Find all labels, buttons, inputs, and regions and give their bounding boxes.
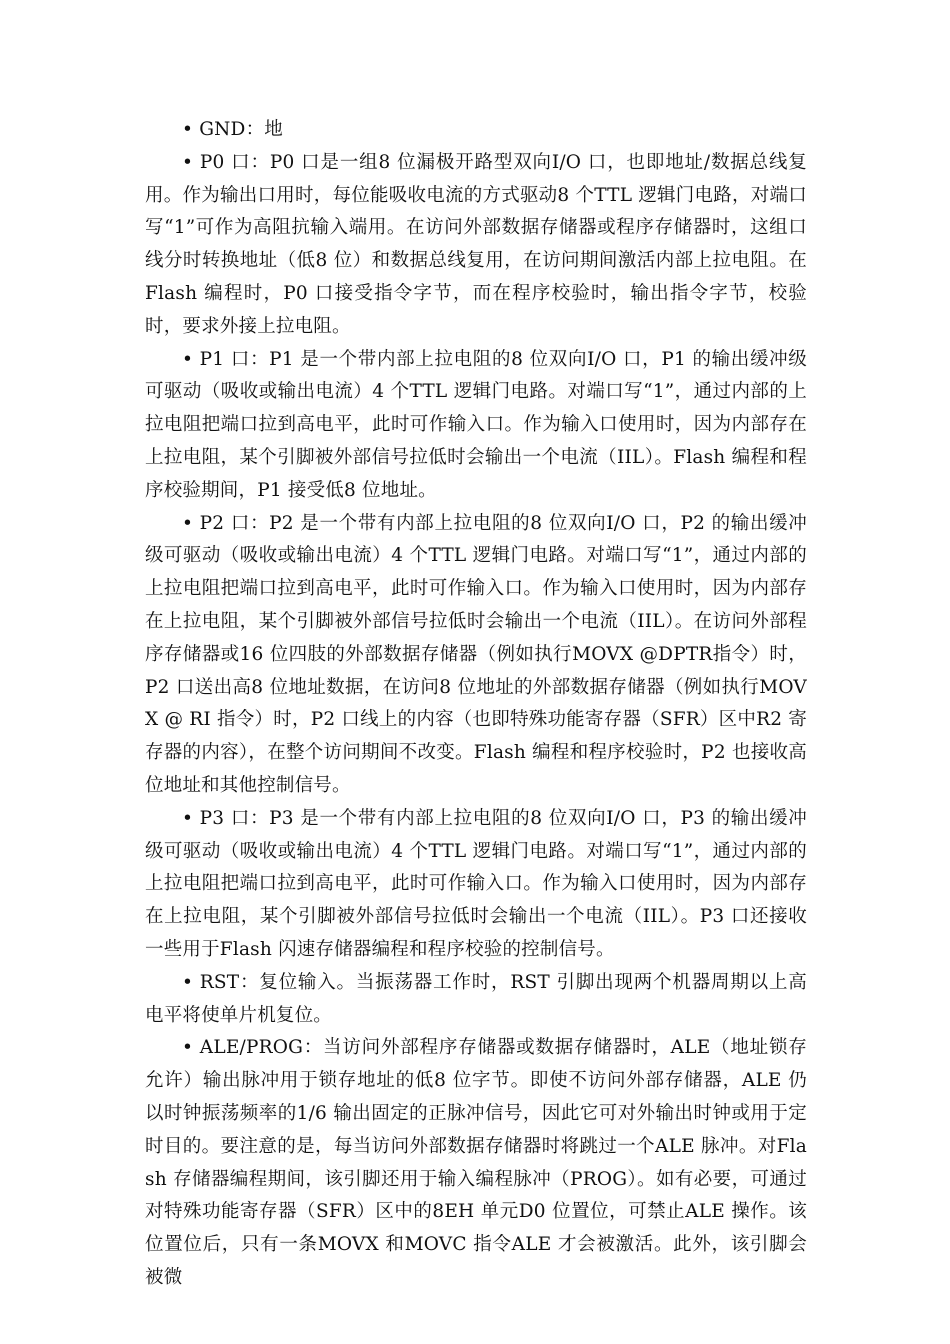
paragraph-p0-port: • P0 口：P0 口是一组8 位漏极开路型双向I/O 口，也即地址/数据总线复用。作为输出口用时，每位能吸收电流的方式驱动8 个TTL 逻辑门电路，对端口写“1”可作为高阻抗输入端用。在访问外部数据存储器或程序存储器时，这组口线分时转换地址（低8 位）和数据总线复用，在访问期间激活内部上拉电阻。在Flash 编程时，P0 口接受指令字节，而在程序校验时，输出指令字节，校验时，要求外接上拉电阻。	[145, 151, 807, 337]
paragraph-ale-prog: • ALE/PROG：当访问外部程序存储器或数据存储器时，ALE（地址锁存允许）输出脉冲用于锁存地址的低8 位字节。即使不访问外部存储器，ALE 仍以时钟振荡频率的1/6 输出固定的正脉冲信号，因此它可对外输出时钟或用于定时目的。要注意的是，每当访问外部数据存储器时将跳过一个ALE 脉冲。对Flash 存储器编程期间，该引脚还用于输入编程脉冲（PROG）。如有必要，可通过对特殊功能寄存器（SFR）区中的8EH 单元D0 位置位，可禁止ALE 操作。该位置位后，只有一条MOVX 和MOVC 指令ALE 才会被激活。此外，该引脚会被微	[145, 1037, 807, 1288]
paragraph-p2-port: • P2 口：P2 是一个带有内部上拉电阻的8 位双向I/O 口，P2 的输出缓冲级可驱动（吸收或输出电流）4 个TTL 逻辑门电路。对端口写“1”，通过内部的上拉电阻把端口拉到高电平，此时可作输入口。作为输入口使用时，因为内部存在上拉电阻，某个引脚被外部信号拉低时会输出一个电流（IIL）。在访问外部程序存储器或16 位四肢的外部数据存储器（例如执行MOVX @DPTR指令）时，P2 口送出高8 位地址数据，在访问8 位地址的外部数据存储器（例如执行MOVX @ RI 指令）时，P2 口线上的内容（也即特殊功能寄存器（SFR）区中R2 寄存器的内容），在整个访问期间不改变。Flash 编程和程序校验时，P2 也接收高位地址和其他控制信号。	[145, 512, 807, 796]
paragraph-rst: • RST：复位输入。当振荡器工作时，RST 引脚出现两个机器周期以上高电平将使单片机复位。	[145, 971, 807, 1026]
paragraph-p3-port: • P3 口：P3 是一个带有内部上拉电阻的8 位双向I/O 口，P3 的输出缓冲级可驱动（吸收或输出电流）4 个TTL 逻辑门电路。对端口写“1”，通过内部的上拉电阻把端口拉到高电平，此时可作输入口。作为输入口使用时，因为内部存在上拉电阻，某个引脚被外部信号拉低时会输出一个电流（IIL）。P3 口还接收一些用于Flash 闪速存储器编程和程序校验的控制信号。	[145, 807, 807, 960]
document-body	[145, 114, 807, 1295]
paragraph-p1-port: • P1 口：P1 是一个带内部上拉电阻的8 位双向I/O 口，P1 的输出缓冲级可驱动（吸收或输出电流）4 个TTL 逻辑门电路。对端口写“1”，通过内部的上拉电阻把端口拉到高电平，此时可作输入口。作为输入口使用时，因为内部存在上拉电阻，某个引脚被外部信号拉低时会输出一个电流（IIL）。Flash 编程和程序校验期间，P1 接受低8 位地址。	[145, 348, 807, 501]
paragraph-gnd: • GND：地	[182, 119, 283, 140]
